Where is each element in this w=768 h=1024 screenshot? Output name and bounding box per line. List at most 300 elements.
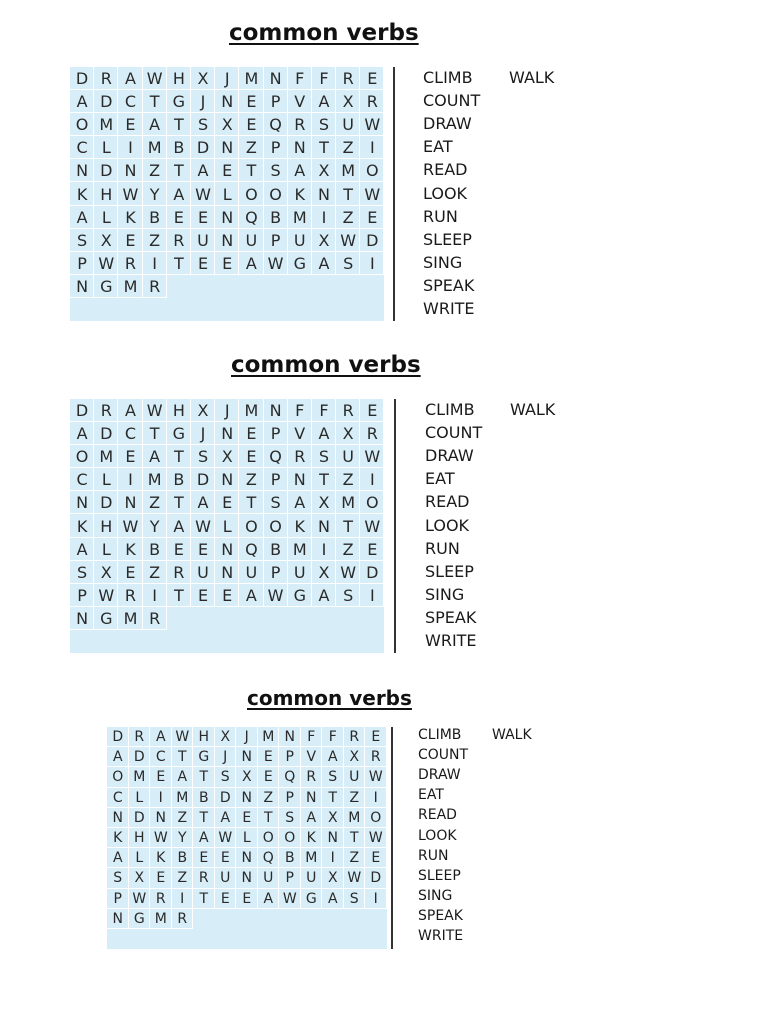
grid-cell: G	[94, 275, 118, 298]
grid-cell: M	[288, 206, 312, 229]
grid-cell: H	[94, 182, 118, 205]
word-list-item: SING	[423, 252, 463, 272]
grid-cell: B	[143, 538, 167, 561]
grid-cell: N	[150, 808, 172, 828]
grid-cell: Y	[143, 182, 167, 205]
grid-cell: A	[312, 252, 336, 275]
grid-cell: S	[191, 445, 215, 468]
grid-cell: N	[215, 468, 239, 491]
grid-cell: N	[312, 182, 336, 205]
grid-cell: R	[344, 727, 366, 747]
grid-cell: O	[239, 182, 263, 205]
grid-cell: N	[118, 491, 142, 514]
grid-cell: X	[191, 399, 215, 422]
grid-cell: T	[322, 788, 344, 808]
grid-cell: N	[70, 275, 94, 298]
grid-cell: Z	[258, 788, 280, 808]
grid-cell: R	[118, 252, 142, 275]
grid-cell: T	[193, 808, 215, 828]
grid-cell: C	[150, 747, 172, 767]
grid-cell: E	[191, 206, 215, 229]
grid-cell: E	[215, 252, 239, 275]
divider-line	[394, 399, 396, 653]
grid-cell: A	[193, 828, 215, 848]
grid-cell: I	[365, 788, 387, 808]
grid-cell: M	[94, 445, 118, 468]
grid-cell: D	[365, 868, 387, 888]
word-list-item: SING	[425, 584, 465, 604]
grid-cell: I	[172, 889, 194, 909]
word-list-item: LOOK	[425, 515, 470, 535]
grid-cell: J	[191, 422, 215, 445]
grid-cell: C	[118, 90, 142, 113]
grid-cell: R	[150, 889, 172, 909]
grid-cell: T	[344, 828, 366, 848]
grid-cell: E	[118, 229, 142, 252]
word-list-item: RUN	[423, 206, 458, 226]
grid-cell: T	[193, 889, 215, 909]
grid-cell: W	[191, 514, 215, 537]
grid-cell: A	[312, 584, 336, 607]
grid-cell: H	[167, 399, 191, 422]
grid-cell: I	[360, 584, 384, 607]
grid-cell: E	[215, 491, 239, 514]
grid-cell: A	[118, 399, 142, 422]
grid-cell: I	[312, 538, 336, 561]
grid-cell: J	[215, 67, 239, 90]
grid-cell: D	[94, 90, 118, 113]
grid-cell: R	[193, 868, 215, 888]
grid-cell: T	[336, 514, 360, 537]
word-list-item: LOOK	[418, 827, 457, 844]
grid-cell: O	[365, 808, 387, 828]
grid-cell: Z	[143, 491, 167, 514]
grid-cell: N	[236, 848, 258, 868]
grid-cell: T	[336, 182, 360, 205]
grid-cell: A	[70, 90, 94, 113]
grid-cell: K	[118, 206, 142, 229]
grid-cell: N	[288, 136, 312, 159]
grid-cell: E	[150, 767, 172, 787]
word-list-item: WRITE	[425, 631, 477, 650]
grid-cell: W	[150, 828, 172, 848]
grid-cell: M	[239, 399, 263, 422]
word-list-item: SLEEP	[425, 561, 474, 581]
grid-cell: D	[360, 229, 384, 252]
grid-cell: X	[215, 445, 239, 468]
grid-cell: A	[70, 538, 94, 561]
grid-cell: F	[312, 67, 336, 90]
grid-cell: N	[322, 828, 344, 848]
grid-cell: X	[191, 67, 215, 90]
grid-cell: P	[264, 229, 288, 252]
word-list-item: SLEEP	[418, 867, 461, 884]
grid-cell: N	[215, 538, 239, 561]
grid-cell: A	[239, 252, 263, 275]
grid-cell: P	[264, 90, 288, 113]
grid-cell: E	[239, 422, 263, 445]
grid-cell: P	[107, 889, 129, 909]
grid-cell: W	[264, 252, 288, 275]
grid-cell: G	[193, 747, 215, 767]
grid-cell: U	[336, 445, 360, 468]
grid-cell: H	[94, 514, 118, 537]
grid-cell: A	[191, 159, 215, 182]
grid-cell: E	[365, 848, 387, 868]
grid-cell: I	[150, 788, 172, 808]
word-list-item: WALK	[492, 727, 532, 743]
grid-cell: A	[322, 889, 344, 909]
grid-cell: G	[129, 909, 151, 929]
grid-cell: R	[143, 607, 167, 630]
grid-cell: I	[360, 252, 384, 275]
grid-cell: N	[70, 491, 94, 514]
grid-cell: L	[94, 538, 118, 561]
grid-cell: Z	[143, 561, 167, 584]
word-list-item: EAT	[418, 787, 444, 804]
grid-cell: M	[336, 159, 360, 182]
grid-cell: D	[94, 159, 118, 182]
grid-cell: A	[150, 727, 172, 747]
letter-grid	[107, 727, 387, 949]
grid-cell: E	[236, 889, 258, 909]
grid-cell: Y	[143, 514, 167, 537]
grid-cell: L	[215, 182, 239, 205]
grid-cell: D	[191, 468, 215, 491]
grid-cell: E	[118, 445, 142, 468]
grid-cell: V	[288, 422, 312, 445]
grid-cell: N	[236, 747, 258, 767]
grid-cell: N	[301, 788, 323, 808]
grid-cell: Q	[258, 848, 280, 868]
word-list-item: WALK	[509, 68, 555, 87]
grid-cell: S	[215, 767, 237, 787]
grid-cell: N	[236, 788, 258, 808]
grid-cell: E	[239, 113, 263, 136]
word-list-item: SLEEP	[423, 229, 472, 249]
word-list-item: LOOK	[423, 183, 468, 203]
grid-cell: U	[288, 561, 312, 584]
grid-cell: A	[172, 767, 194, 787]
grid-cell: G	[167, 422, 191, 445]
grid-cell: W	[143, 67, 167, 90]
grid-cell: A	[312, 422, 336, 445]
grid-cell: Q	[264, 445, 288, 468]
grid-cell: E	[150, 868, 172, 888]
grid-cell: X	[94, 561, 118, 584]
grid-cell: T	[239, 491, 263, 514]
grid-cell: Z	[336, 206, 360, 229]
grid-cell: S	[191, 113, 215, 136]
grid-cell: E	[193, 848, 215, 868]
grid-cell: B	[264, 206, 288, 229]
grid-cell: X	[236, 767, 258, 787]
grid-cell: Z	[239, 136, 263, 159]
grid-cell: Q	[239, 206, 263, 229]
grid-cell: F	[312, 399, 336, 422]
grid-cell: E	[239, 445, 263, 468]
grid-cell: Z	[336, 468, 360, 491]
grid-cell: A	[322, 747, 344, 767]
grid-cell: R	[118, 584, 142, 607]
word-list-item: WRITE	[418, 928, 464, 944]
grid-cell: L	[215, 514, 239, 537]
grid-cell: B	[279, 848, 301, 868]
grid-cell: O	[264, 514, 288, 537]
grid-cell: R	[143, 275, 167, 298]
word-list-item: SING	[418, 887, 453, 904]
grid-cell: D	[107, 727, 129, 747]
grid-cell: X	[322, 808, 344, 828]
puzzle-title: common verbs	[231, 352, 421, 378]
grid-cell: A	[215, 808, 237, 828]
grid-cell: T	[167, 159, 191, 182]
grid-cell: A	[167, 182, 191, 205]
grid-cell: A	[70, 422, 94, 445]
grid-cell: S	[264, 491, 288, 514]
divider-line	[391, 727, 393, 949]
grid-cell: N	[215, 422, 239, 445]
grid-cell: Z	[239, 468, 263, 491]
grid-cell: M	[258, 727, 280, 747]
grid-cell: E	[215, 889, 237, 909]
grid-cell: M	[94, 113, 118, 136]
grid-cell: G	[94, 607, 118, 630]
grid-cell: A	[143, 445, 167, 468]
grid-cell: Z	[344, 848, 366, 868]
grid-cell: E	[167, 206, 191, 229]
grid-cell: W	[118, 182, 142, 205]
grid-cell: L	[129, 848, 151, 868]
grid-cell: E	[360, 399, 384, 422]
grid-cell: B	[167, 136, 191, 159]
grid-cell: L	[94, 206, 118, 229]
grid-cell: L	[236, 828, 258, 848]
grid-cell: N	[288, 468, 312, 491]
grid-cell: K	[70, 182, 94, 205]
word-list-item: COUNT	[423, 91, 481, 111]
grid-cell: S	[344, 889, 366, 909]
grid-cell: W	[365, 767, 387, 787]
grid-cell: A	[118, 67, 142, 90]
grid-cell: W	[279, 889, 301, 909]
grid-cell: N	[264, 67, 288, 90]
grid-cell: E	[215, 159, 239, 182]
grid-cell: N	[236, 868, 258, 888]
grid-cell: N	[107, 808, 129, 828]
grid-cell: C	[118, 422, 142, 445]
grid-cell: N	[264, 399, 288, 422]
grid-cell: U	[344, 767, 366, 787]
grid-cell: U	[336, 113, 360, 136]
word-list-item: CLIMB	[418, 727, 462, 743]
grid-cell: M	[150, 909, 172, 929]
grid-cell: I	[360, 136, 384, 159]
grid-cell: I	[322, 848, 344, 868]
grid-cell: A	[301, 808, 323, 828]
grid-cell: H	[167, 67, 191, 90]
grid-cell: W	[94, 252, 118, 275]
word-list-item: WRITE	[423, 299, 475, 318]
grid-cell: B	[193, 788, 215, 808]
puzzle-title: common verbs	[247, 686, 412, 710]
grid-cell: L	[129, 788, 151, 808]
grid-cell: E	[167, 538, 191, 561]
grid-cell: O	[258, 828, 280, 848]
grid-cell: A	[258, 889, 280, 909]
grid-cell: Q	[279, 767, 301, 787]
grid-cell: G	[301, 889, 323, 909]
grid-cell: K	[301, 828, 323, 848]
grid-cell: E	[239, 90, 263, 113]
grid-cell: S	[336, 252, 360, 275]
grid-cell: D	[94, 491, 118, 514]
grid-cell: O	[360, 159, 384, 182]
grid-cell: J	[215, 399, 239, 422]
grid-cell: D	[70, 67, 94, 90]
grid-cell: K	[118, 538, 142, 561]
word-list-item: READ	[423, 160, 468, 180]
grid-cell: X	[94, 229, 118, 252]
grid-cell: X	[312, 561, 336, 584]
grid-cell: T	[143, 90, 167, 113]
grid-cell: H	[193, 727, 215, 747]
word-list-item: DRAW	[418, 767, 461, 784]
grid-cell: K	[70, 514, 94, 537]
grid-cell: Q	[239, 538, 263, 561]
grid-cell: T	[167, 584, 191, 607]
grid-cell: X	[129, 868, 151, 888]
grid-cell: W	[360, 514, 384, 537]
grid-cell: A	[239, 584, 263, 607]
grid-cell: M	[129, 767, 151, 787]
grid-cell: R	[94, 67, 118, 90]
grid-cell: Z	[143, 159, 167, 182]
grid-cell: I	[118, 468, 142, 491]
grid-cell: R	[301, 767, 323, 787]
grid-cell: F	[288, 399, 312, 422]
grid-cell: S	[107, 868, 129, 888]
divider-line	[393, 67, 395, 321]
word-list-item: WALK	[510, 400, 556, 419]
grid-cell: V	[288, 90, 312, 113]
grid-cell: P	[279, 868, 301, 888]
grid-cell: P	[264, 468, 288, 491]
word-list-item: READ	[425, 492, 470, 512]
word-list-item: RUN	[418, 847, 449, 864]
grid-cell: A	[288, 159, 312, 182]
word-list-item: SPEAK	[425, 607, 477, 627]
grid-cell: A	[288, 491, 312, 514]
grid-cell: X	[215, 727, 237, 747]
grid-cell: W	[118, 514, 142, 537]
grid-cell: I	[312, 206, 336, 229]
grid-cell: U	[239, 561, 263, 584]
grid-cell: E	[360, 67, 384, 90]
grid-cell: F	[322, 727, 344, 747]
grid-cell: S	[70, 561, 94, 584]
grid-cell: D	[191, 136, 215, 159]
grid-cell: S	[279, 808, 301, 828]
grid-cell: I	[360, 468, 384, 491]
grid-cell: D	[70, 399, 94, 422]
grid-cell: O	[360, 491, 384, 514]
grid-cell: N	[215, 229, 239, 252]
word-list-item: DRAW	[423, 114, 472, 134]
grid-cell: K	[150, 848, 172, 868]
grid-cell: M	[301, 848, 323, 868]
grid-cell: R	[365, 747, 387, 767]
grid-cell: C	[70, 136, 94, 159]
grid-cell: A	[107, 747, 129, 767]
grid-cell: W	[264, 584, 288, 607]
grid-cell: C	[107, 788, 129, 808]
grid-cell: F	[301, 727, 323, 747]
grid-cell: X	[322, 868, 344, 888]
grid-cell: C	[70, 468, 94, 491]
grid-cell: U	[258, 868, 280, 888]
grid-cell: E	[215, 584, 239, 607]
letter-grid	[70, 67, 384, 321]
grid-cell: Z	[172, 808, 194, 828]
word-list-item: COUNT	[425, 423, 483, 443]
grid-cell: K	[288, 514, 312, 537]
grid-cell: P	[70, 252, 94, 275]
grid-cell: A	[312, 90, 336, 113]
grid-cell: L	[94, 136, 118, 159]
grid-cell: D	[129, 747, 151, 767]
grid-cell: Y	[172, 828, 194, 848]
grid-cell: S	[336, 584, 360, 607]
grid-cell: M	[118, 275, 142, 298]
grid-cell: E	[215, 848, 237, 868]
grid-cell: M	[172, 788, 194, 808]
grid-cell: E	[258, 747, 280, 767]
grid-cell: N	[215, 136, 239, 159]
grid-cell: E	[191, 584, 215, 607]
grid-cell: U	[239, 229, 263, 252]
grid-cell: D	[215, 788, 237, 808]
grid-cell: M	[143, 468, 167, 491]
grid-cell: R	[94, 399, 118, 422]
grid-cell: W	[172, 727, 194, 747]
grid-cell: V	[301, 747, 323, 767]
grid-cell: E	[191, 252, 215, 275]
word-list-item: READ	[418, 807, 457, 824]
grid-cell: U	[288, 229, 312, 252]
grid-cell: W	[344, 868, 366, 888]
grid-cell: W	[365, 828, 387, 848]
grid-cell: T	[239, 159, 263, 182]
grid-cell: W	[215, 828, 237, 848]
grid-cell: S	[312, 445, 336, 468]
grid-cell: X	[336, 422, 360, 445]
grid-cell: X	[312, 491, 336, 514]
grid-cell: M	[118, 607, 142, 630]
word-list-item: CLIMB	[425, 400, 475, 419]
grid-cell: Z	[344, 788, 366, 808]
grid-cell: A	[167, 514, 191, 537]
grid-cell: S	[264, 159, 288, 182]
grid-cell: R	[360, 422, 384, 445]
grid-cell: U	[191, 561, 215, 584]
grid-cell: O	[70, 113, 94, 136]
grid-cell: K	[107, 828, 129, 848]
word-list-item: SPEAK	[423, 275, 475, 295]
grid-cell: R	[167, 561, 191, 584]
grid-cell: R	[288, 113, 312, 136]
grid-cell: B	[172, 848, 194, 868]
